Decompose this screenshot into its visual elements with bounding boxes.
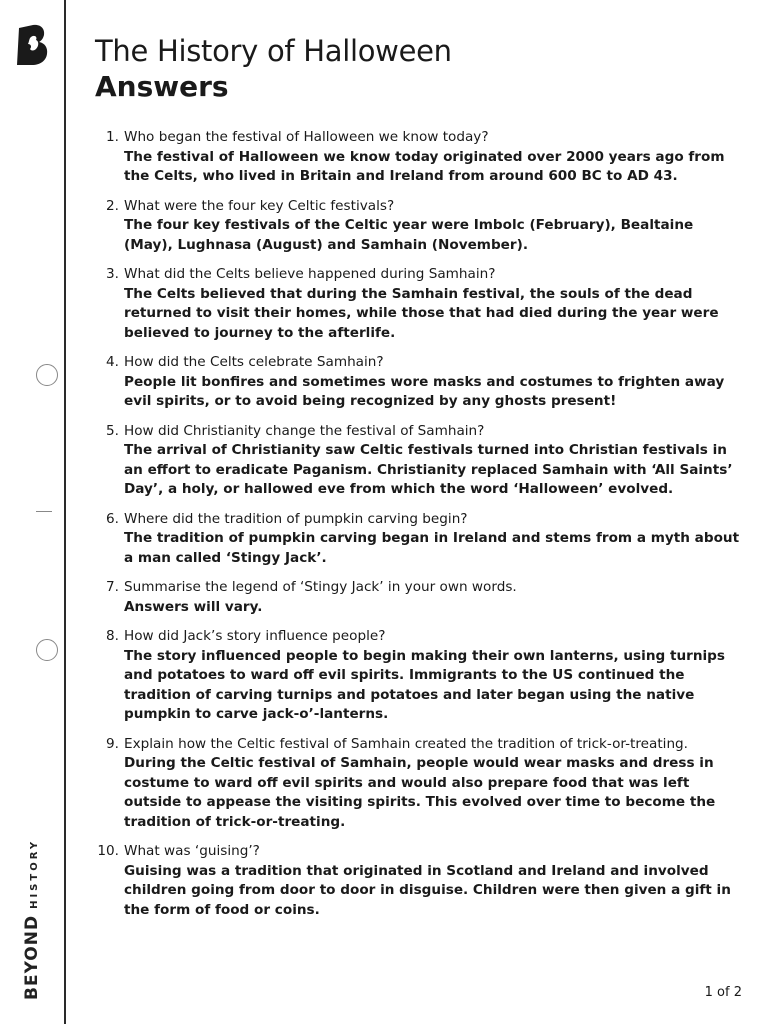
question-number: 7. — [106, 579, 119, 595]
punch-hole-bottom — [36, 639, 58, 661]
answer-text: Guising was a tradition that originated in Scotland and Ireland and involved children going from door to door in disguise. Children were then given a gift in the form of food or coins. — [124, 862, 731, 918]
punch-hole-top — [36, 364, 58, 386]
beyond-history-logo-icon — [16, 24, 50, 66]
question-text: What were the four key Celtic festivals? — [124, 197, 395, 214]
question-text: How did the Celts celebrate Samhain? — [124, 354, 384, 370]
question-item — [96, 510, 741, 569]
question-item — [96, 353, 741, 412]
question-text: Where did the tradition of pumpkin carving begin? — [124, 510, 468, 527]
fold-mark — [36, 511, 52, 512]
question-text: What was ‘guising’? — [124, 843, 260, 859]
page-number: 1 of 2 — [704, 985, 742, 1000]
page-subtitle: Answers — [95, 70, 229, 103]
question-number: 10. — [97, 843, 119, 859]
answer-text: The Celts believed that during the Samhain festival, the souls of the dead returned to visit their homes, while those that had died during the year were believed to journey to the afterlife. — [124, 285, 719, 341]
page-title: The History of Halloween — [95, 34, 452, 68]
question-item — [96, 735, 741, 833]
brand-name: BEYOND — [22, 914, 42, 1000]
answer-text: The tradition of pumpkin carving began in Ireland and stems from a myth about a man called ‘Stingy Jack’. — [124, 530, 740, 566]
question-item — [96, 422, 741, 500]
question-number: 1. — [106, 129, 119, 145]
question-text: Explain how the Celtic festival of Samhain created the tradition of trick-or-treating. — [124, 735, 689, 752]
question-number: 2. — [106, 197, 119, 214]
question-number: 9. — [106, 735, 119, 752]
answer-text: People lit bonfires and sometimes wore masks and costumes to frighten away evil spirits, or to avoid being recognized by any ghosts present! — [124, 373, 725, 409]
question-text: How did Jack’s story influence people? — [124, 628, 386, 644]
question-item — [96, 578, 741, 617]
question-text: Who began the festival of Halloween we know today? — [124, 129, 489, 145]
question-number: 4. — [106, 354, 119, 370]
brand-tagline: HISTORY — [29, 838, 40, 909]
answer-text: During the Celtic festival of Samhain, people would wear masks and dress in costume to ward off evil spirits and would also prepare food that was left outside to appease the visiting spirits. This evolved over time to become the tradition of trick-or-treating. — [124, 755, 716, 830]
answer-text: The arrival of Christianity saw Celtic festivals turned into Christian festivals in an effort to eradicate Paganism. Christianity replaced Samhain with ‘All Saints’ Day’, a holy, or hallowed eve from which the word ‘Halloween’ evolved. — [124, 442, 733, 497]
question-item — [96, 128, 741, 187]
answer-text: Answers will vary. — [124, 598, 263, 615]
question-item — [96, 197, 741, 256]
question-list — [96, 128, 741, 930]
brand-vertical — [22, 839, 42, 1000]
margin-line — [64, 0, 66, 1024]
question-number: 8. — [106, 628, 119, 644]
question-text: What did the Celts believe happened during Samhain? — [124, 266, 496, 282]
question-text: Summarise the legend of ‘Stingy Jack’ in your own words. — [124, 579, 517, 595]
question-number: 3. — [106, 266, 119, 282]
answer-text: The festival of Halloween we know today originated over 2000 years ago from the Celts, who lived in Britain and Ireland from around 600 BC to AD 43. — [124, 148, 725, 184]
question-number: 6. — [106, 510, 119, 527]
question-item — [96, 842, 741, 920]
question-text: How did Christianity change the festival of Samhain? — [124, 422, 485, 439]
answer-text: The story influenced people to begin making their own lanterns, using turnips and potatoes to ward off evil spirits. Immigrants to the US continued the tradition of carving turnips and potatoes and later began using the native pumpkin to carve jack-o’-lanterns. — [124, 647, 725, 722]
question-number: 5. — [106, 422, 119, 439]
question-item — [96, 627, 741, 725]
answer-text: The four key festivals of the Celtic year were Imbolc (February), Bealtaine (May), Lughnasa (August) and Samhain (November). — [124, 217, 694, 253]
question-item — [96, 265, 741, 343]
